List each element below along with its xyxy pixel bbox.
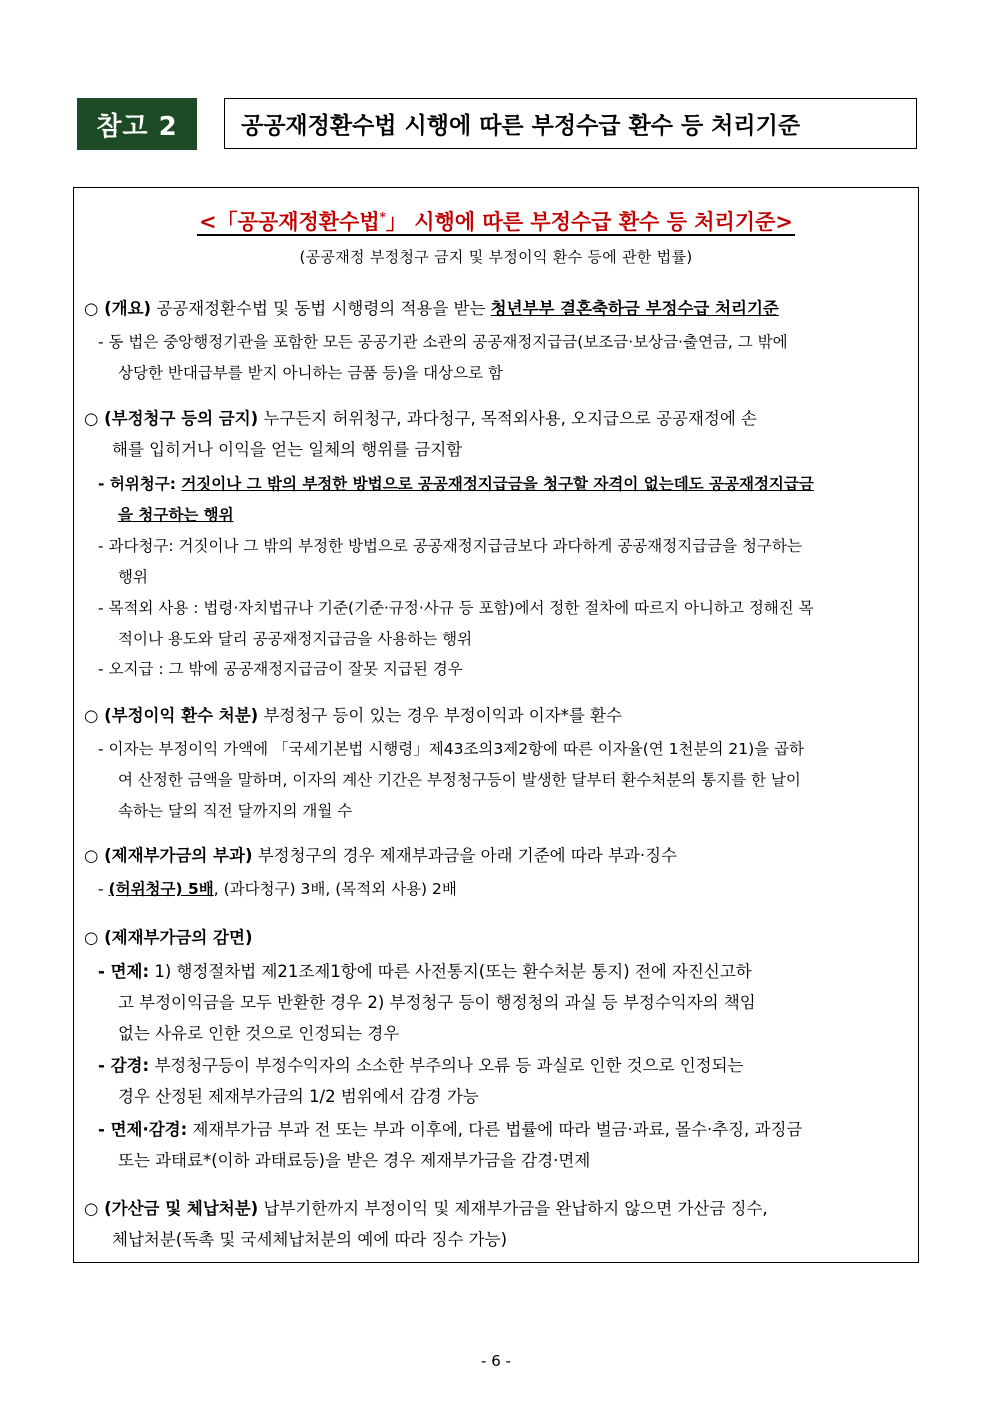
box-subtitle: (공공재정 부정청구 금지 및 부정이익 환수 등에 관한 법률) — [299, 248, 693, 266]
interest-detail: - 이자는 부정이익 가액에 「국세기본법 시행령」제43조의3제2항에 따른 이자율(연 1천분의 21)을 곱하 여 산정한 금액을 말하며, 이자의 계산 기간은 부정청구등이 발생한 달부터 환수처분의 통지를 한 날이 속하는 달의 직전 달까지의 개월 수 — [98, 740, 805, 820]
page-number: - 6 - — [481, 1352, 511, 1370]
section-overview: ○ (개요) 공공재정환수법 및 동법 시행령의 적용을 받는 청년부부 결혼축하금 부정수급 처리기준 — [84, 299, 779, 318]
wrong-payment-detail: - 오지급 : 그 밖에 공공재정지급금이 잘못 지급된 경우 — [98, 660, 463, 678]
page-title: 공공재정환수법 시행에 따른 부정수급 환수 등 처리기준 — [224, 98, 917, 149]
exemption-detail: - 면제: 1) 행정절차법 제21조제1항에 따른 사전통지(또는 환수처분 통지) 전에 자진신고하 고 부정이익금을 모두 반환한 경우 2) 부정청구 등이 행정청의 과실 등 부정수익자의 책임 없는 사유로 인한 것으로 인정되는 경우 — [98, 962, 756, 1043]
excess-claim-detail: - 과다청구: 거짓이나 그 밖의 부정한 방법으로 공공재정지급금보다 과다하게 공공재정지급금을 청구하는 행위 — [98, 537, 802, 586]
box-title: <「공공재정환수법*」 시행에 따른 부정수급 환수 등 처리기준> — [199, 209, 793, 234]
section-recovery: ○ (부정이익 환수 처분) 부정청구 등이 있는 경우 부정이익과 이자*를 환수 — [84, 706, 622, 725]
content-box — [73, 187, 919, 1263]
misuse-detail: - 목적외 사용 : 법령·자치법규나 기준(기준·규정·사규 등 포함)에서 정한 절차에 따르지 아니하고 정해진 목 적이나 용도와 달리 공공재정지급금을 사용하는 행위 — [98, 599, 814, 648]
section-sanction: ○ (제재부가금의 부과) 부정청구의 경우 제재부과금을 아래 기준에 따라 부과·징수 — [84, 846, 677, 865]
overview-detail: - 동 법은 중앙행정기관을 포함한 모든 공공기관 소관의 공공재정지급금(보조금·보상금·출연금, 그 밖에 상당한 반대급부를 받지 아니하는 금품 등)을 대상으로 함 — [98, 333, 788, 382]
false-claim-detail: - 허위청구: 거짓이나 그 밖의 부정한 방법으로 공공재정지급금을 청구할 자격이 없는데도 공공재정지급금 을 청구하는 행위 — [98, 475, 814, 524]
sanction-multiplier: - (허위청구) 5배, (과다청구) 3배, (목적외 사용) 2배 — [98, 880, 457, 898]
section-surcharge: ○ (가산금 및 체납처분) 납부기한까지 부정이익 및 제재부가금을 완납하지 않으면 가산금 징수, 체납처분(독촉 및 국세체납처분의 예에 따라 징수 가능) — [84, 1199, 768, 1249]
section-prohibition: ○ (부정청구 등의 금지) 누구든지 허위청구, 과다청구, 목적외사용, 오지급으로 공공재정에 손 해를 입히거나 이익을 얻는 일체의 행위를 금지함 — [84, 409, 757, 459]
reduction-detail: - 감경: 부정청구등이 부정수익자의 소소한 부주의나 오류 등 과실로 인한 것으로 인정되는 경우 산정된 제재부가금의 1/2 범위에서 감경 가능 — [98, 1056, 744, 1106]
section-reduction: ○ (제재부가금의 감면) — [84, 928, 253, 947]
exemption-reduction-detail: - 면제·감경: 제재부가금 부과 전 또는 부과 이후에, 다른 법률에 따라 벌금·과료, 몰수·추징, 과징금 또는 과태료*(이하 과태료등)을 받은 경우 제재부가금을 감경·면제 — [98, 1120, 803, 1170]
reference-tag: 참고 2 — [77, 98, 197, 150]
